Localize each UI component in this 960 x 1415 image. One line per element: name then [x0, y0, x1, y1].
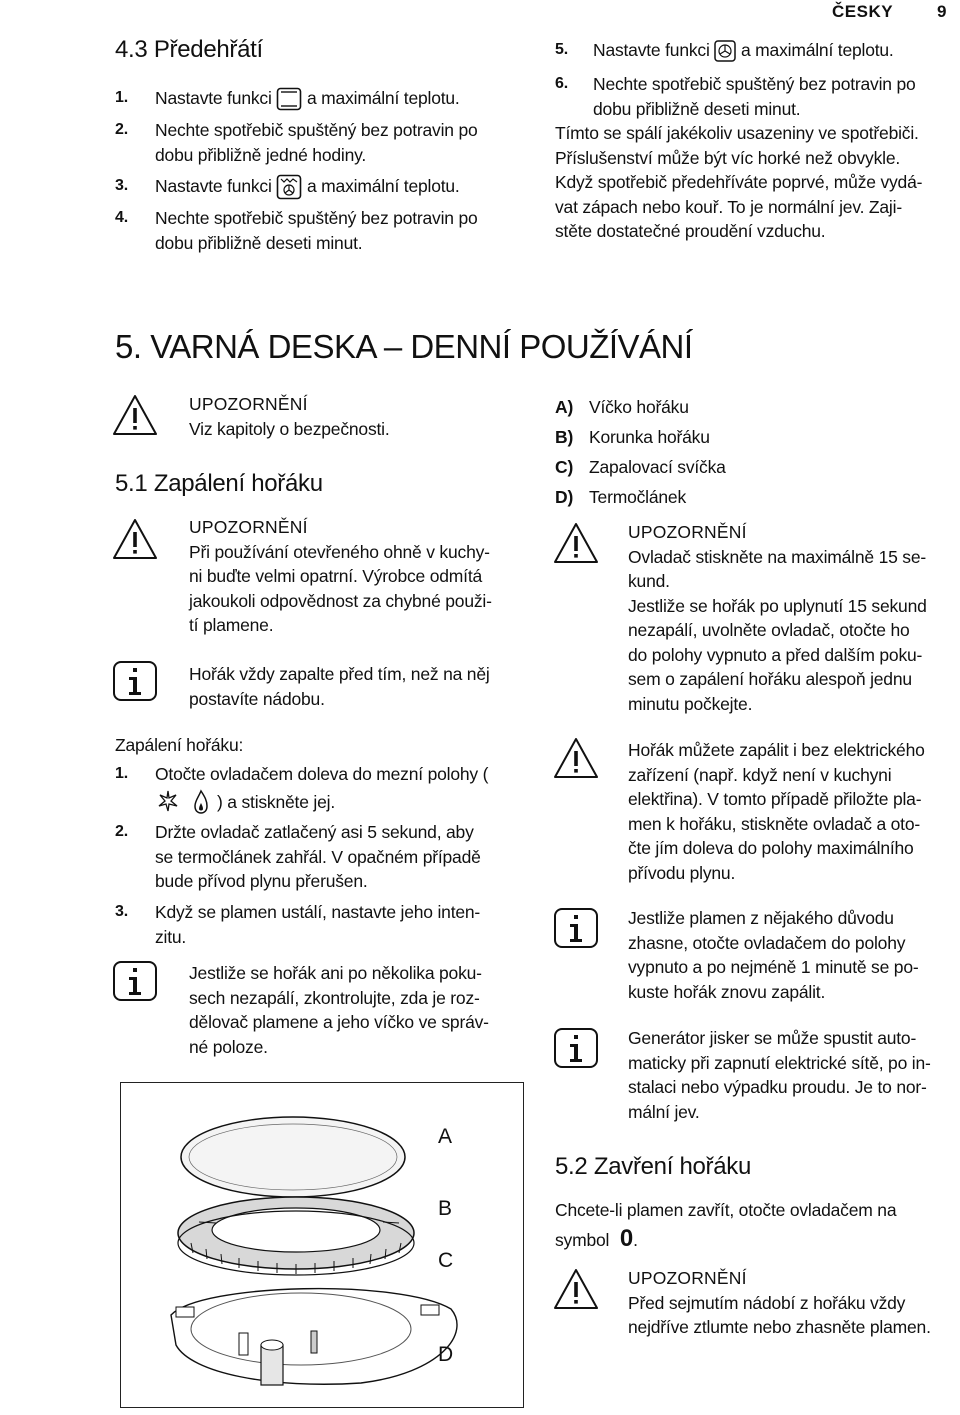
warning-text: zařízení (např. když není v kuchyni [628, 764, 892, 785]
warning-title: UPOZORNĚNÍ [628, 522, 747, 542]
step-text: Nastavte funkci [155, 176, 272, 196]
step-number: 6. [555, 75, 568, 92]
info-text: Jestliže plamen z nějakého důvodu [628, 908, 894, 928]
step-text: a maximální teplotu. [306, 176, 460, 196]
warning-text: ni buďte velmi opatrní. Výrobce odmítá [189, 566, 483, 586]
warning-3 [628, 520, 927, 716]
step-text: bude přívod plynu přerušen. [155, 871, 368, 891]
warning-icon [553, 522, 599, 564]
step-number: 1. [115, 89, 128, 106]
warning-text: Jestliže se hořák po uplynutí 15 sekund [628, 595, 927, 616]
warning-text: nejdříve ztlumte nebo zhasněte plamen. [628, 1317, 931, 1337]
info-text: vypnuto a po nejméně 1 minutě se po- [628, 957, 919, 977]
info-icon [553, 1027, 599, 1069]
warning-text: Při používání otevřeného ohně v kuchy- [189, 541, 490, 562]
closing-line: symbol [555, 1229, 610, 1250]
conventional-heating-icon [276, 87, 302, 111]
info-text: zhasne, otočte ovladačem do polohy [628, 932, 906, 953]
warning-text: jakoukoli odpovědnost za chybné použi- [189, 590, 492, 611]
step-number: 1. [115, 765, 128, 782]
warning-text: čte jím doleva do polohy maximálního [628, 838, 914, 858]
part-item: D) Termočlánek [555, 487, 687, 507]
figure-label-b: B [438, 1197, 453, 1220]
warning-text: Hořák můžete zapálit i bez elektrického [628, 740, 925, 760]
step-text: a maximální teplotu. [306, 88, 460, 108]
warning-5 [628, 1266, 931, 1340]
closing-line: Chcete-li plamen zavřít, otočte ovladačem na [555, 1200, 897, 1220]
part-item: B) Korunka hořáku [555, 427, 710, 447]
large-flame-icon [193, 789, 209, 815]
step-number: 2. [115, 823, 128, 840]
info-text: maticky při zapnutí elektrické sítě, po in- [628, 1052, 931, 1073]
warning-2 [189, 515, 492, 638]
closing-line: . [633, 1229, 638, 1250]
info-text: stalaci nebo výpadku proudu. Je to nor- [628, 1077, 927, 1097]
info-text: dělovač plamene a jeho víčko ve správ- [189, 1012, 489, 1032]
parts-list [555, 392, 726, 512]
burner-figure [120, 1082, 524, 1408]
info-text: mální jev. [628, 1101, 700, 1122]
grill-fan-icon [714, 40, 736, 62]
step-text: dobu přibližně deseti minut. [155, 232, 363, 253]
subsection-title-closing: 5.2 Zavření hořáku [555, 1153, 752, 1180]
note-line: vat zápach nebo kouř. To je normální jev. Zaji- [555, 196, 902, 217]
info-4 [628, 1026, 931, 1124]
step-number: 2. [115, 121, 128, 138]
info-1 [189, 662, 490, 711]
warning-icon [553, 737, 599, 779]
warning-text: elektřina). V tomto případě přiložte pla- [628, 789, 922, 809]
step-number: 3. [115, 903, 128, 920]
step-text: Když se plamen ustálí, nastavte jeho inten- [155, 902, 481, 922]
closing-text [555, 1198, 896, 1252]
info-text: Generátor jisker se může spustit auto- [628, 1028, 917, 1048]
spark-icon [157, 789, 179, 813]
info-icon [112, 960, 158, 1002]
step-number: 4. [115, 209, 128, 226]
info-text: postavíte nádobu. [189, 688, 325, 709]
figure-label-c: C [438, 1249, 454, 1272]
warning-title: UPOZORNĚNÍ [189, 517, 308, 537]
step-text: zitu. [155, 926, 187, 947]
part-item: A) Víčko hořáku [555, 397, 689, 417]
note-line: Tímto se spálí jakékoliv usazeniny ve spotřebiči. [555, 123, 919, 143]
step-text: Nechte spotřebič spuštěný bez potravin po [593, 74, 916, 94]
warning-icon [112, 518, 158, 560]
info-text: Jestliže se hořák ani po několika poku- [189, 963, 482, 983]
warning-text: do polohy vypnuto a před dalším poku- [628, 644, 923, 665]
burner-exploded-diagram [121, 1083, 525, 1409]
header-page-number: 9 [937, 2, 947, 21]
warning-text: Viz kapitoly o bezpečnosti. [189, 418, 390, 439]
info-2 [189, 961, 489, 1059]
info-text: Hořák vždy zapalte před tím, než na něj [189, 664, 490, 684]
warning-text: Ovladač stiskněte na maximálně 15 se- [628, 546, 927, 567]
warning-1 [189, 392, 390, 441]
part-item: C) Zapalovací svíčka [555, 457, 726, 477]
note-line: Příslušenství může být víc horké než obvykle. [555, 147, 901, 168]
ignition-label: Zapálení hořáku: [115, 735, 244, 755]
off-symbol-icon: 0 [619, 1224, 634, 1252]
step-text: Nechte spotřebič spuštěný bez potravin po [155, 208, 478, 228]
warning-text: přívodu plynu. [628, 862, 736, 883]
warning-text: minutu počkejte. [628, 693, 753, 714]
preheat-note [555, 121, 922, 244]
note-line: Když spotřebič předehříváte poprvé, může vydá- [555, 172, 923, 192]
figure-label-d: D [438, 1343, 454, 1366]
warning-text: Před sejmutím nádobí z hořáku vždy [628, 1292, 906, 1313]
step-text: se termočlánek zahřál. V opačném případě [155, 846, 481, 867]
warning-text: nezapálí, uvolněte ovladač, otočte ho [628, 620, 910, 640]
step-number: 5. [555, 41, 568, 58]
step-text: Nechte spotřebič spuštěný bez potravin po [155, 120, 478, 140]
warning-title: UPOZORNĚNÍ [628, 1268, 747, 1288]
section-title-preheat: 4.3 Předehřátí [115, 36, 263, 63]
step-text: Otočte ovladačem doleva do mezní polohy ( [155, 764, 489, 784]
section-title-hob: 5. VARNÁ DESKA – DENNÍ POUŽÍVÁNÍ [115, 328, 693, 365]
warning-text: tí plamene. [189, 615, 274, 635]
warning-icon [112, 394, 158, 436]
header-language: ČESKY [832, 2, 894, 21]
info-icon [553, 907, 599, 949]
fan-heating-icon [276, 174, 302, 200]
warning-4 [628, 738, 925, 885]
step-text: dobu přibližně jedné hodiny. [155, 144, 367, 165]
info-text: né poloze. [189, 1036, 268, 1057]
info-icon [112, 660, 158, 702]
note-line: stěte dostatečné proudění vzduchu. [555, 221, 826, 241]
step-text: Nastavte funkci [593, 40, 710, 60]
info-text: sech nezapálí, zkontrolujte, zda je roz- [189, 987, 480, 1008]
info-3 [628, 906, 919, 1004]
step-text: ) a stiskněte jej. [217, 791, 335, 812]
info-text: kuste hořák znovu zapálit. [628, 981, 826, 1002]
warning-text: kund. [628, 571, 670, 591]
figure-label-a: A [438, 1125, 453, 1148]
step-number: 3. [115, 177, 128, 194]
step-text: Držte ovladač zatlačený asi 5 sekund, aby [155, 822, 474, 842]
warning-title: UPOZORNĚNÍ [189, 394, 308, 414]
step-text: dobu přibližně deseti minut. [593, 98, 801, 119]
step-text: Nastavte funkci [155, 88, 272, 108]
warning-text: sem o zapálení hořáku alespoň jednu [628, 669, 912, 689]
warning-icon [553, 1268, 599, 1310]
warning-text: men k hořáku, stiskněte ovladač a oto- [628, 813, 921, 834]
subsection-title-ignition: 5.1 Zapálení hořáku [115, 470, 323, 497]
step-text: a maximální teplotu. [740, 40, 894, 60]
